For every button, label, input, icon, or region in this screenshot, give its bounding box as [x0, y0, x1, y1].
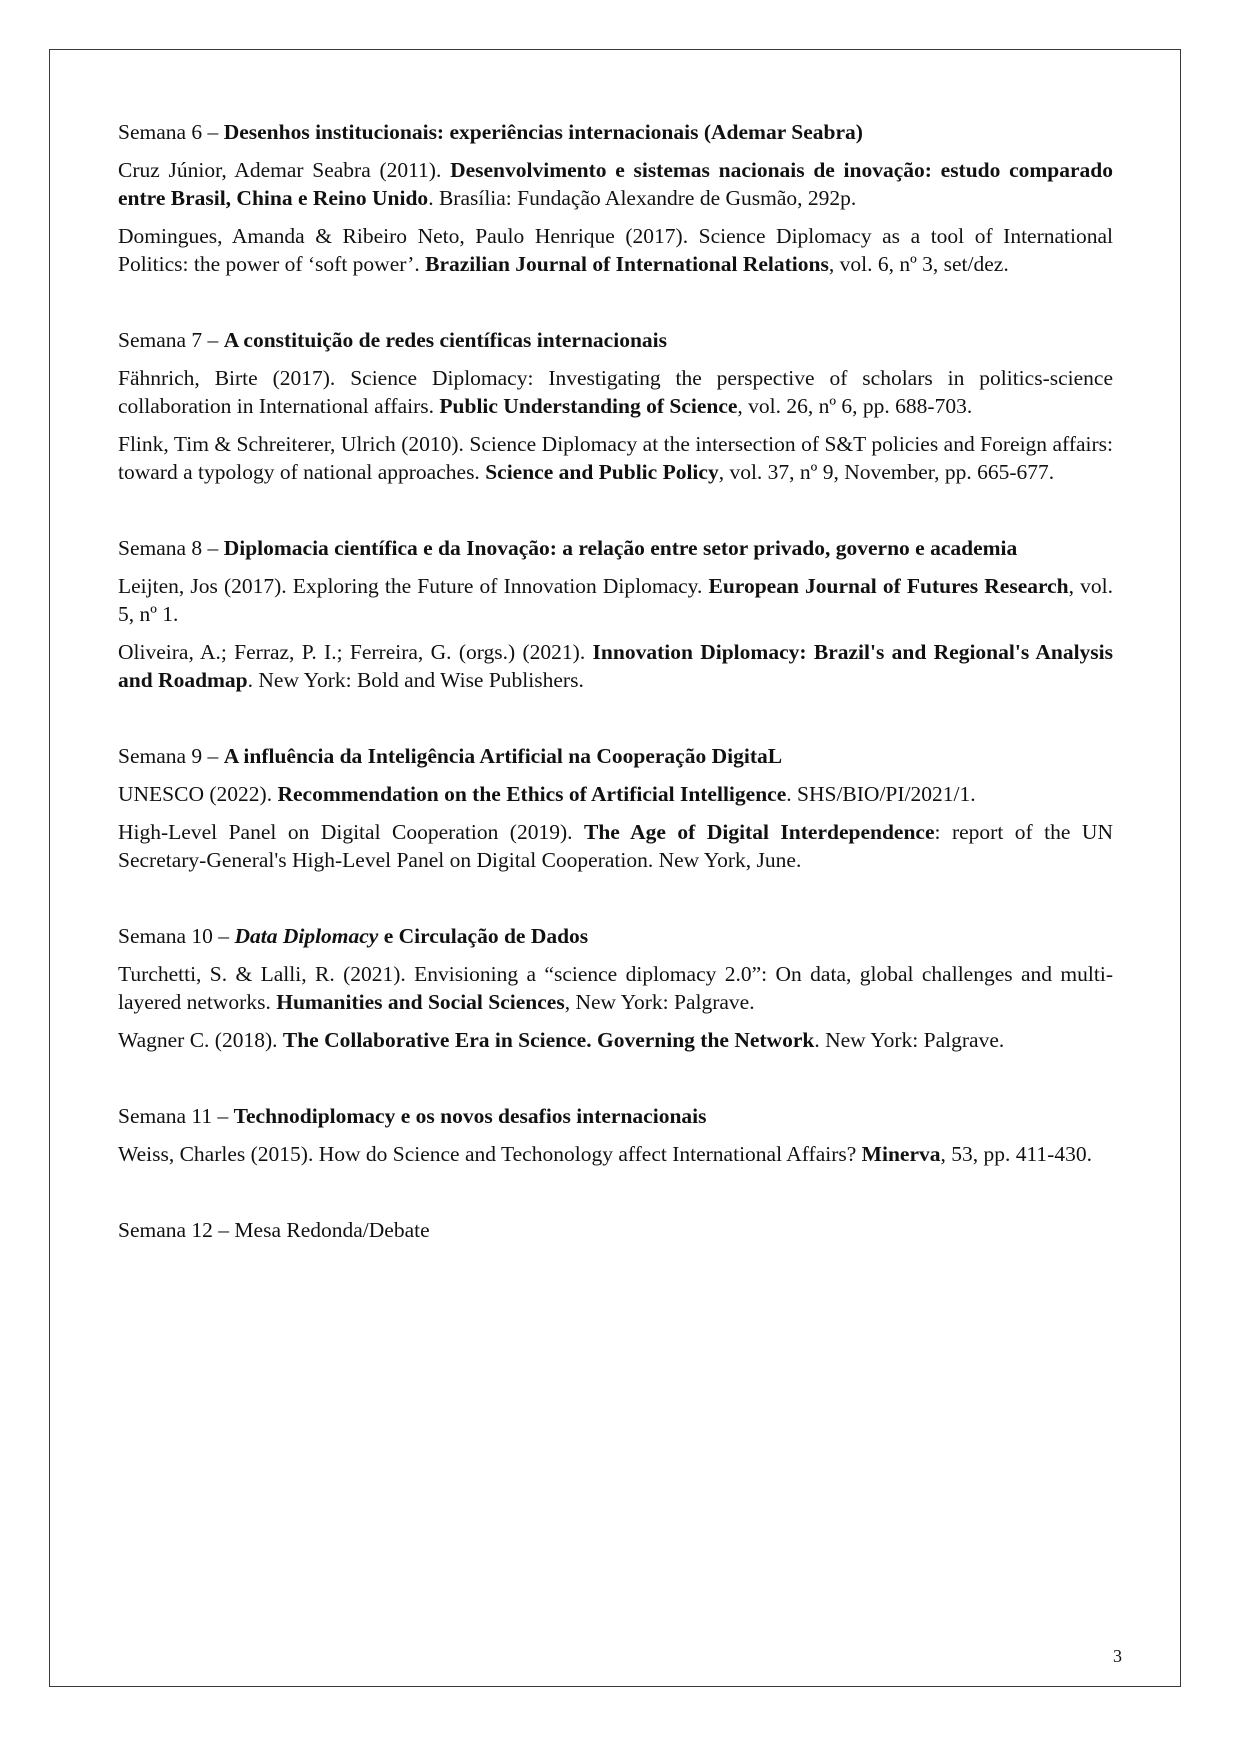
week-heading: [118, 1102, 1113, 1130]
section-spacer: [118, 496, 1113, 534]
section-spacer: [118, 1064, 1113, 1102]
week-section: [118, 118, 1113, 278]
bold-text-run: Desenhos institucionais: experiências internacionais (Ademar Seabra): [223, 120, 863, 144]
bold-text-run: Humanities and Social Sciences: [276, 990, 565, 1014]
week-section: [118, 326, 1113, 486]
text-run: Semana 7 –: [118, 328, 224, 352]
text-run: . SHS/BIO/PI/2021/1.: [786, 782, 976, 806]
syllabus-content: [118, 118, 1113, 1254]
page-number: 3: [1113, 1646, 1122, 1666]
text-run: , vol. 5, nº 1.: [118, 574, 1113, 626]
bibliography-entry: [118, 430, 1113, 486]
bibliography-entry: [118, 818, 1113, 874]
bold-text-run: The Collaborative Era in Science. Governing the Network: [282, 1028, 815, 1052]
bibliography-entry: [118, 1140, 1113, 1168]
bibliography-entry: [118, 364, 1113, 420]
text-run: Semana 6 –: [118, 120, 224, 144]
text-run: Weiss, Charles (2015). How do Science and Techonology affect International Affairs?: [118, 1142, 862, 1166]
week-heading: [118, 1216, 1113, 1244]
bold-text-run: Public Understanding of Science: [439, 394, 738, 418]
text-run: Turchetti, S. & Lalli, R. (2021). Envisioning a “science diplomacy 2.0”: On data, global challenges and multi-layered networks.: [118, 962, 1113, 1014]
text-run: , vol. 6, nº 3, set/dez.: [828, 252, 1009, 276]
week-heading: [118, 742, 1113, 770]
week-section: [118, 742, 1113, 874]
bold-text-run: e Circulação de Dados: [378, 924, 589, 948]
text-run: Semana 12 – Mesa Redonda/Debate: [118, 1218, 430, 1242]
text-run: , New York: Palgrave.: [564, 990, 755, 1014]
text-run: Wagner C. (2018).: [118, 1028, 283, 1052]
bold-text-run: Recommendation on the Ethics of Artificial Intelligence: [277, 782, 787, 806]
week-section: [118, 1102, 1113, 1168]
text-run: Flink, Tim & Schreiterer, Ulrich (2010). Science Diplomacy at the intersection of S&T policies and Foreign affairs: toward a typology of national approaches.: [118, 432, 1113, 484]
week-section: [118, 1216, 1113, 1244]
bibliography-entry: [118, 1026, 1113, 1054]
bibliography-entry: [118, 222, 1113, 278]
week-heading: [118, 326, 1113, 354]
text-run: Oliveira, A.; Ferraz, P. I.; Ferreira, G. (orgs.) (2021).: [118, 640, 593, 664]
text-run: High-Level Panel on Digital Cooperation (2019).: [118, 820, 584, 844]
section-spacer: [118, 1178, 1113, 1216]
bold-text-run: Technodiplomacy e os novos desafios internacionais: [233, 1104, 707, 1128]
text-run: Semana 9 –: [118, 744, 224, 768]
bold-text-run: Innovation Diplomacy: Brazil's and Regional's Analysis and Roadmap: [118, 640, 1113, 692]
week-heading: [118, 534, 1113, 562]
text-run: . New York: Bold and Wise Publishers.: [247, 668, 584, 692]
text-run: : report of the UN Secretary-General's High-Level Panel on Digital Cooperation. New York, June.: [118, 820, 1113, 872]
section-spacer: [118, 884, 1113, 922]
text-run: Fähnrich, Birte (2017). Science Diplomacy: Investigating the perspective of scholars in politics-science collaboration in International affairs.: [118, 366, 1113, 418]
bold-text-run: Science and Public Policy: [485, 460, 719, 484]
document-page: [49, 49, 1181, 1687]
bold-text-run: Diplomacia científica e da Inovação: a relação entre setor privado, governo e academia: [223, 536, 1018, 560]
text-run: Semana 10 –: [118, 924, 235, 948]
bibliography-entry: [118, 780, 1113, 808]
text-run: , vol. 37, nº 9, November, pp. 665-677.: [718, 460, 1055, 484]
text-run: . Brasília: Fundação Alexandre de Gusmão, 292p.: [428, 186, 857, 210]
week-section: [118, 922, 1113, 1054]
bold-text-run: The Age of Digital Interdependence: [583, 820, 935, 844]
bibliography-entry: [118, 960, 1113, 1016]
bibliography-entry: [118, 156, 1113, 212]
bibliography-entry: [118, 572, 1113, 628]
section-spacer: [118, 288, 1113, 326]
bold-text-run: A constituição de redes científicas internacionais: [223, 328, 667, 352]
bold-text-run: Desenvolvimento e sistemas nacionais de inovação: estudo comparado entre Brasil, China e Reino Unido: [118, 158, 1113, 210]
text-run: . New York: Palgrave.: [814, 1028, 1005, 1052]
text-run: Semana 11 –: [118, 1104, 234, 1128]
section-spacer: [118, 704, 1113, 742]
bibliography-entry: [118, 638, 1113, 694]
text-run: Semana 8 –: [118, 536, 224, 560]
text-run: Domingues, Amanda & Ribeiro Neto, Paulo Henrique (2017). Science Diplomacy as a tool of International Politics: the power of ‘soft power’.: [118, 224, 1113, 276]
week-heading: [118, 118, 1113, 146]
week-heading: [118, 922, 1113, 950]
text-run: UNESCO (2022).: [118, 782, 278, 806]
bold-text-run: A influência da Inteligência Artificial na Cooperação DigitaL: [223, 744, 783, 768]
text-run: Cruz Júnior, Ademar Seabra (2011).: [118, 158, 451, 182]
bold-text-run: Minerva: [861, 1142, 941, 1166]
bold-text-run: European Journal of Futures Research: [708, 574, 1069, 598]
week-section: [118, 534, 1113, 694]
bold-text-run: Brazilian Journal of International Relations: [425, 252, 829, 276]
bold-text-run: Data Diplomacy: [234, 924, 379, 948]
text-run: , 53, pp. 411-430.: [940, 1142, 1092, 1166]
text-run: , vol. 26, nº 6, pp. 688-703.: [737, 394, 973, 418]
text-run: Leijten, Jos (2017). Exploring the Future of Innovation Diplomacy.: [118, 574, 709, 598]
